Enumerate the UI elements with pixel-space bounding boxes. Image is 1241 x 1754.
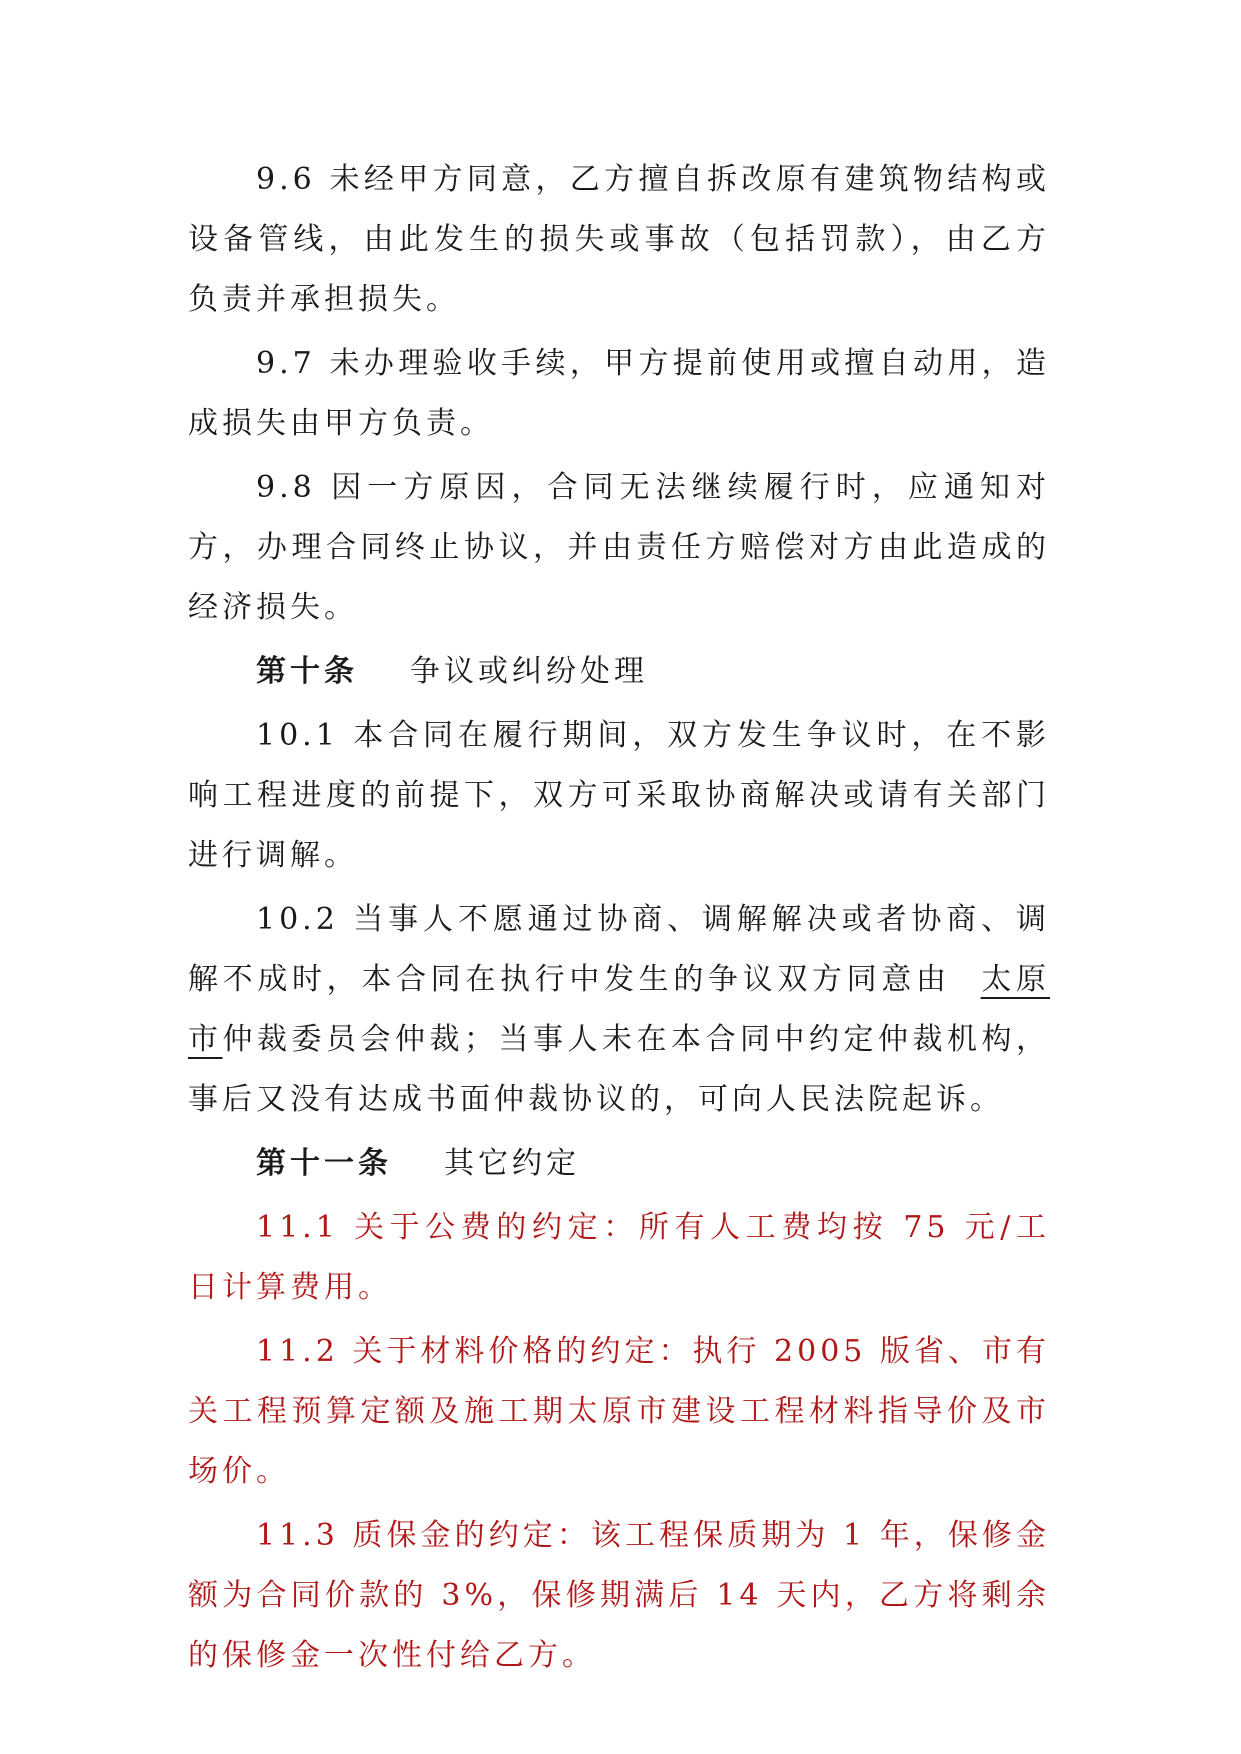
article-10-heading [188,642,1050,702]
article-11-heading [188,1134,1050,1194]
article-10-number: 第十条 [256,654,358,689]
clause-9-6: 9.6 未经甲方同意，乙方擅自拆改原有建筑物结构或设备管线，由此发生的损失或事故（包括罚款），由乙方负责并承担损失。 [188,162,1050,317]
clause-10-2-text-before: 10.2 当事人不愿通过协商、调解解决或者协商、调解不成时，本合同在执行中发生的争议双方同意由 [188,902,1050,997]
contract-page [188,150,1050,1690]
clause-11-1: 11.1 关于公费的约定：所有人工费均按 75 元/工日计算费用。 [188,1210,1050,1305]
clause-10-2 [188,890,1050,1130]
clause-10-2-text-after: 仲裁委员会仲裁；当事人未在本合同中约定仲裁机构，事后又没有达成书面仲裁协议的，可向人民法院起诉。 [188,1022,1050,1117]
arbitration-city-value: 太原市 [188,962,1051,1057]
clause-9-8: 9.8 因一方原因，合同无法继续履行时，应通知对方，办理合同终止协议，并由责任方赔偿对方由此造成的经济损失。 [188,470,1050,625]
article-11-number: 第十一条 [256,1146,392,1181]
clause-11-3: 11.3 质保金的约定：该工程保质期为 1 年，保修金额为合同价款的 3%，保修期满后 14 天内，乙方将剩余的保修金一次性付给乙方。 [188,1518,1050,1673]
article-10-title: 争议或纠纷处理 [410,654,648,689]
clause-11-2: 11.2 关于材料价格的约定：执行 2005 版省、市有关工程预算定额及施工期太原市建设工程材料指导价及市场价。 [188,1334,1050,1489]
article-11-title: 其它约定 [444,1146,580,1181]
clause-9-7: 9.7 未办理验收手续，甲方提前使用或擅自动用，造成损失由甲方负责。 [188,346,1050,441]
clause-10-1: 10.1 本合同在履行期间，双方发生争议时，在不影响工程进度的前提下，双方可采取协商解决或请有关部门进行调解。 [188,718,1050,873]
